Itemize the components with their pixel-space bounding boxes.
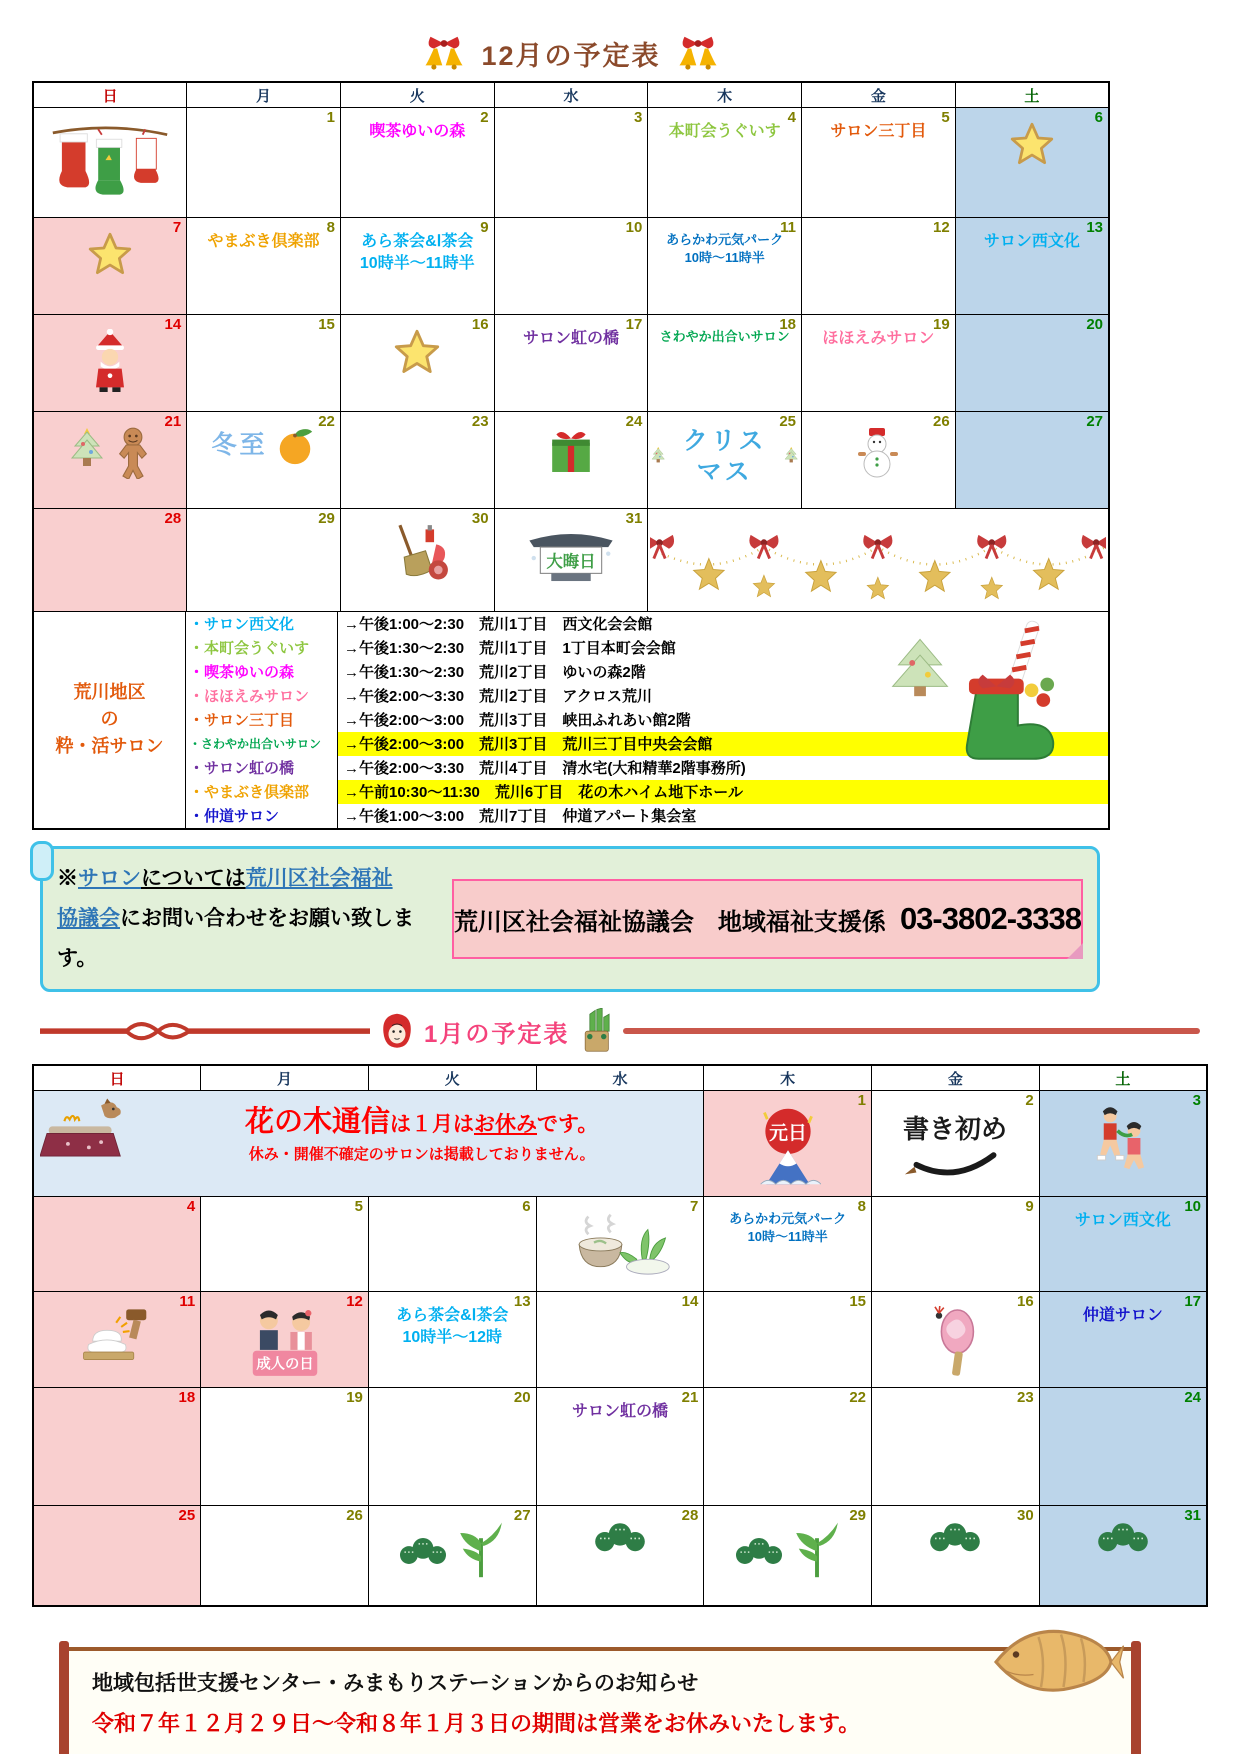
date-number: 8: [326, 218, 335, 236]
calendar-cell: [33, 508, 187, 611]
calendar-cell: [955, 108, 1109, 218]
date-number: 24: [1184, 1389, 1201, 1407]
salon-name: ・サロン三丁目: [186, 708, 338, 732]
calendar-cell: [1039, 1292, 1207, 1388]
calendar-cell: [340, 108, 494, 218]
salon-link[interactable]: サロン: [78, 867, 141, 891]
kadomatsu-icon: [579, 1008, 613, 1054]
calendar-cell: [648, 108, 802, 218]
event-label: あらかわ元気パーク: [729, 1211, 847, 1227]
support-center-notice: [64, 1647, 1136, 1754]
calendar-cell: [33, 314, 187, 411]
calendar-cell: [1039, 1091, 1207, 1197]
salon-area-line: 荒川地区: [73, 682, 146, 703]
calendar-cell: [802, 217, 956, 314]
date-number: 21: [164, 412, 182, 430]
seijin-icon: [242, 1306, 328, 1383]
calendar-cell: [33, 1506, 201, 1606]
calendar-cell: [1039, 1197, 1207, 1292]
event-label: 本町会うぐいす: [668, 123, 781, 140]
event-label: さわやか出合いサロン: [659, 328, 790, 344]
calendar-cell: [33, 1388, 201, 1506]
bells-icon: [671, 35, 725, 72]
january-title: 1月の予定表: [424, 1020, 570, 1048]
event-label: サロン三丁目: [830, 123, 927, 140]
calendar-cell: [494, 108, 648, 218]
salon-detail: →午後2:00～3:00 荒川3丁目 峡田ふれあい館2階: [344, 712, 691, 730]
salon-name: ・喫茶ゆいの森: [186, 660, 338, 684]
date-number: 10: [625, 218, 643, 236]
contact-phone: 03-3802-3338: [899, 901, 1081, 937]
salon-area-line: 粋・活サロン: [55, 736, 164, 757]
salon-list: [186, 612, 1108, 828]
bamboo-icon: [791, 1520, 843, 1580]
date-number: 31: [625, 509, 643, 527]
calendar-cell: [648, 508, 1109, 611]
event-label: 10時～11時半: [747, 1229, 828, 1245]
date-number: 2: [480, 109, 489, 126]
calendar-cell: [33, 1091, 704, 1197]
calendar-cell: [340, 314, 494, 411]
weekday-header: 土: [955, 82, 1109, 108]
calendar-cell: [187, 508, 341, 611]
date-number: 7: [689, 1198, 699, 1216]
date-number: 19: [346, 1389, 363, 1407]
calendar-cell: [340, 508, 494, 611]
date-number: 27: [513, 1507, 531, 1525]
event-label: サロン虹の橋: [571, 1403, 668, 1421]
calendar-cell: [187, 217, 341, 314]
weekday-header: 水: [494, 82, 648, 108]
date-number: 1: [857, 1092, 867, 1110]
calendar-cell: [955, 411, 1109, 508]
weekday-header: 水: [536, 1065, 704, 1091]
weekday-header: 木: [704, 1065, 872, 1091]
calendar-cell: [872, 1388, 1040, 1506]
event-label: サロン西文化: [1074, 1212, 1171, 1230]
date-number: 11: [780, 218, 797, 236]
date-number: 3: [633, 109, 643, 126]
date-number: 13: [1086, 218, 1103, 236]
event-label: 冬至: [211, 431, 268, 460]
notice-mid: については: [141, 867, 246, 891]
salon-row: [186, 708, 1108, 732]
calendar-cell: [368, 1197, 536, 1292]
snowman-icon: [856, 426, 900, 480]
kotatsu-icon: [40, 1095, 136, 1167]
salon-name: ・サロン西文化: [186, 612, 338, 636]
calendar-cell: [802, 314, 956, 411]
calendar-cell: [955, 314, 1109, 411]
star-icon: [1010, 122, 1054, 166]
calendar-cell: [704, 1506, 872, 1606]
date-number: 7: [172, 218, 182, 236]
date-number: 27: [1086, 412, 1103, 430]
pine-icon: [397, 1535, 449, 1566]
date-number: 26: [346, 1507, 363, 1525]
calendar-cell: [340, 411, 494, 508]
gingerbread-icon: [113, 426, 153, 479]
weekday-header: 火: [340, 82, 494, 108]
calendar-cell: [648, 314, 802, 411]
date-number: 9: [480, 218, 489, 236]
event-label: 10時～11時半: [684, 250, 765, 266]
bamboo-icon: [455, 1520, 507, 1580]
date-number: 4: [787, 109, 797, 126]
taiyaki-icon: [986, 1617, 1126, 1725]
date-number: 22: [318, 412, 335, 430]
event-label: 10時半～12時: [402, 1329, 503, 1347]
nanakusa-icon: [568, 1211, 672, 1287]
date-number: 15: [849, 1293, 867, 1311]
date-number: 13: [513, 1293, 531, 1311]
salon-detail: →午前10:30～11:30 荒川6丁目 花の木ハイム地下ホール: [338, 780, 1108, 804]
calendar-cell: [536, 1197, 704, 1292]
event-label: 喫茶ゆいの森: [369, 123, 466, 140]
calendar-cell: [536, 1292, 704, 1388]
calendar-cell: [494, 508, 648, 611]
salon-detail: →午後1:00～2:30 荒川1丁目 西文化会会館: [344, 616, 653, 634]
tree-icon: [67, 426, 107, 478]
svg-text:大晦日: 大晦日: [546, 552, 596, 571]
oomisoka-icon: [525, 523, 617, 587]
date-number: 16: [471, 315, 489, 333]
calendar-cell: [33, 411, 187, 508]
salon-row: [186, 636, 1108, 660]
cleaning-icon: [385, 523, 449, 585]
stockings-icon: [51, 122, 169, 213]
svg-text:成人の日: 成人の日: [255, 1356, 314, 1373]
date-number: 4: [186, 1198, 196, 1216]
contact-org: 荒川区社会福祉協議会 地域福祉支援係: [453, 908, 886, 936]
runners-icon: [1090, 1105, 1156, 1180]
date-number: 3: [1192, 1092, 1201, 1110]
salon-area-line: の: [100, 709, 119, 730]
weekday-header: 月: [201, 1065, 369, 1091]
salon-row: [186, 684, 1108, 708]
salon-row: [186, 612, 1108, 636]
date-number: 14: [681, 1293, 699, 1311]
date-number: 28: [164, 509, 182, 527]
date-number: 24: [625, 412, 643, 430]
salon-detail: →午後1:30～2:30 荒川1丁目 1丁目本町会会館: [344, 640, 676, 658]
calendar-cell: [187, 108, 341, 218]
calendar-cell: [1039, 1506, 1207, 1606]
weekday-header: 火: [368, 1065, 536, 1091]
pine-icon: [1095, 1520, 1151, 1554]
santa-icon: [89, 329, 131, 394]
date-number: 22: [849, 1389, 867, 1407]
event-label: 仲道サロン: [1082, 1307, 1163, 1325]
event-label: クリスマス: [682, 426, 767, 487]
january-closed-banner: 花の木通信は１月はお休みです。 休み・開催不確定のサロンは掲載しておりません。: [34, 1091, 703, 1171]
date-number: 23: [1017, 1389, 1034, 1407]
date-number: 17: [625, 315, 643, 333]
calendar-cell: [494, 411, 648, 508]
salon-name: ・さわやか出合いサロン: [186, 732, 338, 756]
date-number: 28: [681, 1507, 699, 1525]
support-center-notice-title: 地域包括世支援センター・みまもりステーションからのお知らせ: [92, 1671, 699, 1695]
date-number: 25: [178, 1507, 196, 1525]
garland-icon: [650, 523, 1106, 607]
salon-info-section: [33, 611, 1109, 829]
salon-detail: →午後1:30～2:30 荒川2丁目 ゆいの森2階: [344, 664, 646, 682]
weekday-header: 月: [187, 82, 341, 108]
salon-row: [186, 660, 1108, 684]
calendar-cell: [704, 1388, 872, 1506]
salon-row: [186, 780, 1108, 804]
calendar-cell: [187, 314, 341, 411]
salon-name: ・ほほえみサロン: [186, 684, 338, 708]
event-label: サロン虹の橋: [522, 329, 619, 347]
kakizome-icon: [901, 1105, 1009, 1188]
event-label: サロン西文化: [983, 232, 1080, 250]
tree-icon: [650, 446, 666, 467]
calendar-cell: [872, 1091, 1040, 1197]
date-number: 11: [179, 1293, 196, 1311]
date-number: 23: [471, 412, 489, 430]
date-number: 30: [471, 509, 489, 527]
date-number: 9: [1025, 1198, 1034, 1216]
calendar-cell: [536, 1388, 704, 1506]
banner-subtitle: 休み・開催不確定のサロンは掲載しておりません。: [248, 1145, 595, 1163]
calendar-cell: [872, 1197, 1040, 1292]
council-link-2[interactable]: 協議会: [57, 907, 120, 931]
event-label: やまぶき倶楽部: [207, 232, 320, 250]
gift-icon: [548, 426, 594, 474]
calendar-cell: [872, 1292, 1040, 1388]
event-label: あら茶会&Ⅰ茶会: [396, 1307, 509, 1325]
calendar-cell: [704, 1197, 872, 1292]
date-number: 25: [779, 412, 797, 430]
weekday-header: 金: [872, 1065, 1040, 1091]
calendar-cell: [704, 1091, 872, 1197]
date-number: 12: [933, 218, 950, 236]
date-number: 29: [318, 509, 335, 527]
date-number: 17: [1184, 1293, 1201, 1311]
date-number: 6: [1094, 109, 1103, 126]
salon-name: ・やまぶき倶楽部: [186, 780, 338, 804]
contact-box: [452, 879, 1083, 959]
date-number: 18: [779, 315, 797, 333]
svg-text:書き初め: 書き初め: [903, 1115, 1008, 1145]
calendar-cell: [955, 217, 1109, 314]
december-calendar: [32, 81, 1110, 830]
star-icon: [88, 232, 132, 276]
date-number: 6: [522, 1198, 531, 1216]
salon-area-label: [34, 612, 186, 828]
date-number: 2: [1025, 1092, 1034, 1110]
calendar-cell: [494, 314, 648, 411]
date-number: 5: [354, 1198, 363, 1216]
december-title-row: [32, 34, 1110, 73]
calendar-cell: [33, 108, 187, 218]
salon-row: [186, 732, 1108, 756]
svg-text:元日: 元日: [768, 1122, 807, 1144]
calendar-cell: [201, 1292, 369, 1388]
event-label: あらかわ元気パーク: [666, 231, 784, 247]
weekday-header: 金: [802, 82, 956, 108]
weekday-header: 土: [1039, 1065, 1207, 1091]
mikan-icon: [274, 426, 316, 466]
salon-name: ・サロン虹の橋: [186, 756, 338, 780]
calendar-cell: [368, 1292, 536, 1388]
salon-row: [186, 756, 1108, 780]
date-number: 30: [1017, 1507, 1034, 1525]
salon-name: ・本町会うぐいす: [186, 636, 338, 660]
date-number: 31: [1184, 1507, 1201, 1525]
salon-detail: →午後2:00～3:00 荒川3丁目 荒川三丁目中央会会館: [338, 732, 1108, 756]
pine-icon: [733, 1535, 785, 1566]
date-number: 26: [933, 412, 950, 430]
mizuhiki-knot-icon: [40, 1017, 370, 1045]
calendar-cell: [802, 108, 956, 218]
calendar-cell: [368, 1506, 536, 1606]
weekday-header: 日: [33, 82, 187, 108]
calendar-cell: [536, 1506, 704, 1606]
tree-icon: [783, 446, 799, 467]
date-number: 16: [1017, 1293, 1034, 1311]
salon-detail: →午後2:00～3:30 荒川4丁目 清水宅(大和精華2階事務所): [344, 760, 746, 778]
calendar-cell: [33, 1197, 201, 1292]
date-number: 18: [178, 1389, 196, 1407]
bells-icon: [417, 35, 471, 72]
calendar-cell: [802, 411, 956, 508]
calendar-cell: [187, 411, 341, 508]
december-title: 12月の予定表: [481, 41, 661, 71]
calendar-cell: [201, 1506, 369, 1606]
salon-detail: →午後2:00～3:30 荒川2丁目 アクロス荒川: [344, 688, 652, 706]
calendar-cell: [648, 217, 802, 314]
january-calendar: [32, 1064, 1208, 1606]
calendar-cell: [1039, 1388, 1207, 1506]
hagoita-icon: [931, 1306, 979, 1380]
date-number: 12: [346, 1293, 363, 1311]
date-number: 20: [1086, 315, 1103, 333]
pine-icon: [592, 1520, 648, 1554]
calendar-cell: [33, 1292, 201, 1388]
salon-detail: →午後1:00～3:00 荒川7丁目 仲道アパート集会室: [344, 808, 697, 826]
notice-suffix: にお問い合わせをお願い致します。: [57, 907, 414, 971]
calendar-cell: [494, 217, 648, 314]
calendar-cell: [872, 1506, 1040, 1606]
calendar-cell: [704, 1292, 872, 1388]
january-title-row: [40, 1008, 1200, 1054]
contact-notice-text: [57, 859, 438, 979]
notice-prefix: ※: [57, 867, 78, 891]
calendar-cell: [201, 1388, 369, 1506]
council-link[interactable]: 荒川区社会福祉: [245, 867, 393, 891]
event-label: ほほえみサロン: [822, 329, 935, 347]
gantan-icon: [755, 1105, 821, 1192]
date-number: 21: [681, 1389, 699, 1407]
date-number: 19: [933, 315, 950, 333]
mochi-icon: [81, 1306, 153, 1366]
banner-title: 花の木通信: [244, 1105, 390, 1138]
calendar-cell: [648, 411, 802, 508]
date-number: 10: [1184, 1198, 1201, 1216]
event-label: あら茶会&Ⅰ茶会: [361, 232, 474, 250]
date-number: 8: [857, 1198, 867, 1216]
date-number: 29: [849, 1507, 867, 1525]
salon-contact-notice: [40, 846, 1100, 992]
star-icon: [394, 329, 440, 375]
date-number: 5: [941, 109, 950, 126]
calendar-cell: [33, 217, 187, 314]
weekday-header: 木: [648, 82, 802, 108]
calendar-cell: [201, 1197, 369, 1292]
pine-icon: [927, 1520, 983, 1554]
date-number: 14: [164, 315, 182, 333]
date-number: 1: [326, 109, 335, 126]
calendar-cell: [368, 1388, 536, 1506]
calendar-cell: [340, 217, 494, 314]
date-number: 20: [513, 1389, 531, 1407]
date-number: 15: [318, 315, 335, 333]
salon-row: [186, 804, 1108, 828]
weekday-header: 日: [33, 1065, 201, 1091]
support-center-notice-dates: 令和７年１２月２９日～令和８年１月３日の期間は営業をお休みいたします。: [92, 1710, 861, 1736]
salon-name: ・仲道サロン: [186, 804, 338, 828]
daruma-icon: [380, 1012, 414, 1049]
event-label: 10時半～11時半: [359, 254, 475, 272]
decoration-line: [623, 1028, 1200, 1034]
